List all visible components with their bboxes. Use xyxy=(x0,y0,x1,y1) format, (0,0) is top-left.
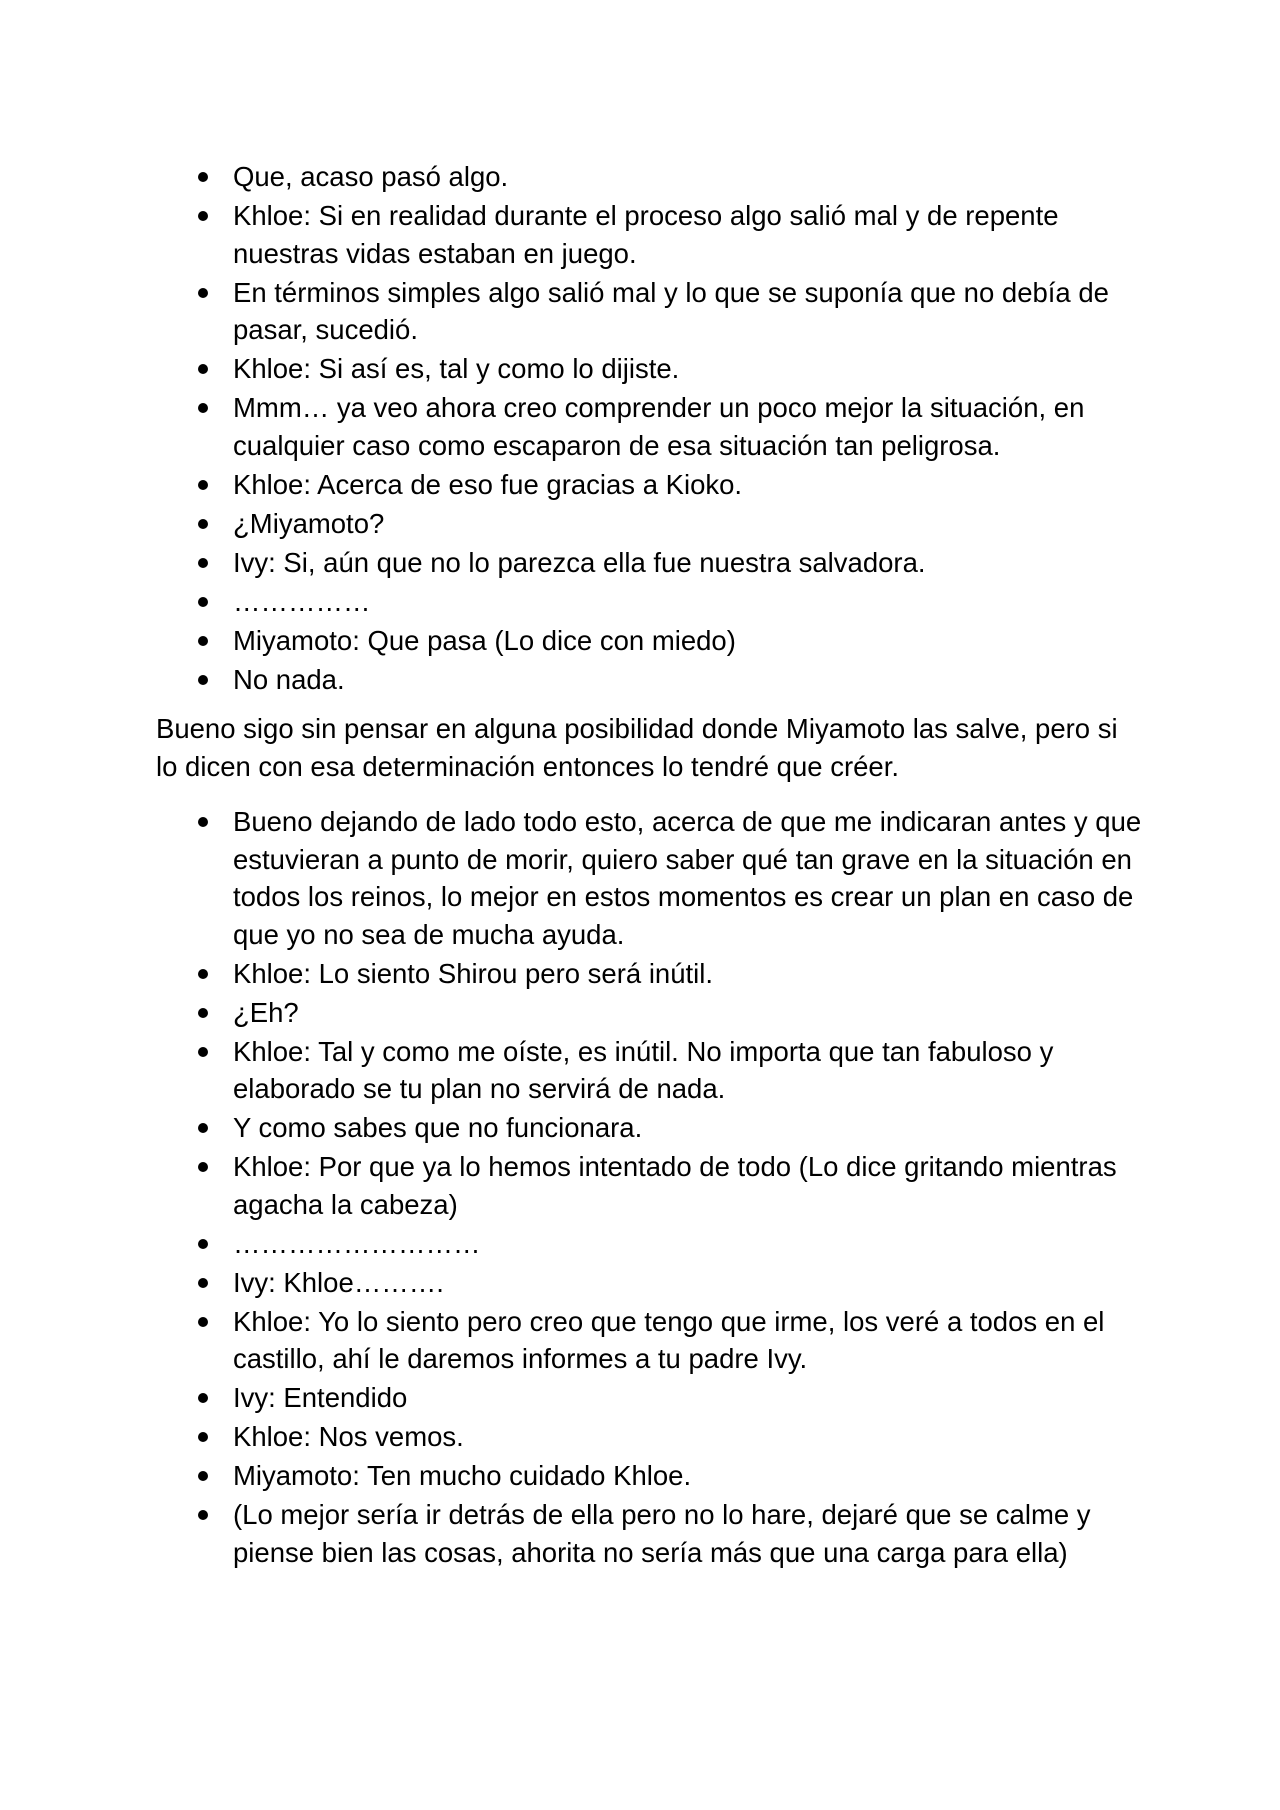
list-item xyxy=(156,350,1146,388)
document-page xyxy=(156,158,1146,1573)
bullet-icon xyxy=(198,1162,208,1172)
bullet-icon xyxy=(198,558,208,568)
bullet-icon xyxy=(198,1317,208,1327)
list-item-text: Bueno dejando de lado todo esto, acerca de que me indicaran antes y que estuvieran a punto de morir, quiero saber qué tan grave en la situación en todos los reinos, lo mejor en estos momentos es crear un plan en caso de que yo no sea de mucha ayuda. xyxy=(233,806,1142,950)
list-item-text: Khloe: Nos vemos. xyxy=(233,1421,464,1452)
list-item-text: Khloe: Lo siento Shirou pero será inútil. xyxy=(233,957,714,989)
bullet-icon xyxy=(198,1239,208,1249)
list-item-text: (Lo mejor sería ir detrás de ella pero no lo hare, dejaré que se calme y piense bien las cosas, ahorita no sería más que una carga para ella) xyxy=(233,1499,1091,1568)
list-item-text: Khloe: Yo lo siento pero creo que tengo que irme, los veré a todos en el castillo, ahí le daremos informes a tu padre Ivy. xyxy=(233,1305,1105,1374)
list-item-text: Mmm… ya veo ahora creo comprender un poco mejor la situación, en cualquier caso como escaparon de esa situación tan peligrosa. xyxy=(233,392,1085,461)
bullet-icon xyxy=(198,675,208,685)
list-item xyxy=(156,955,1146,993)
bullet-icon xyxy=(198,817,208,827)
list-item-text: Khloe: Acerca de eso fue gracias a Kioko. xyxy=(233,468,743,500)
dialogue-list-1 xyxy=(156,158,1146,698)
bullet-icon xyxy=(198,519,208,529)
list-item-text: Y como sabes que no funcionara. xyxy=(233,1112,643,1143)
list-item-text: No nada. xyxy=(233,663,345,695)
list-item xyxy=(156,1148,1146,1223)
list-item xyxy=(156,1303,1146,1378)
list-item xyxy=(156,1109,1146,1147)
list-item xyxy=(156,466,1146,504)
bullet-icon xyxy=(198,288,208,298)
list-item xyxy=(156,803,1146,953)
bullet-icon xyxy=(198,1047,208,1057)
list-item xyxy=(156,1264,1146,1302)
list-item-text: Khloe: Si en realidad durante el proceso algo salió mal y de repente nuestras vidas estaban en juego. xyxy=(233,200,1059,269)
list-item xyxy=(156,274,1146,349)
list-item xyxy=(156,1496,1146,1571)
list-item xyxy=(156,197,1146,272)
list-item-text: Ivy: Khloe………. xyxy=(233,1266,444,1298)
list-item-text: Miyamoto: Que pasa (Lo dice con miedo) xyxy=(233,624,736,656)
bullet-icon xyxy=(198,403,208,413)
list-item xyxy=(156,994,1146,1032)
bullet-icon xyxy=(198,1123,208,1133)
bullet-icon xyxy=(198,1471,208,1481)
list-item xyxy=(156,1033,1146,1108)
list-item-text: …………… xyxy=(233,585,371,617)
list-item xyxy=(156,583,1146,621)
bullet-icon xyxy=(198,364,208,374)
bullet-icon xyxy=(198,636,208,646)
bullet-icon xyxy=(198,1008,208,1018)
list-item-text: En términos simples algo salió mal y lo que se suponía que no debía de pasar, sucedió. xyxy=(233,276,1109,345)
list-item-text: Khloe: Por que ya lo hemos intentado de todo (Lo dice gritando mientras agacha la cabeza) xyxy=(233,1151,1117,1220)
list-item-text: ¿Miyamoto? xyxy=(233,507,385,539)
list-item xyxy=(156,622,1146,660)
list-item xyxy=(156,1418,1146,1456)
list-item-text: Khloe: Si así es, tal y como lo dijiste. xyxy=(233,353,680,384)
bullet-icon xyxy=(198,1432,208,1442)
dialogue-list-2 xyxy=(156,803,1146,1571)
bullet-icon xyxy=(198,1393,208,1403)
bullet-icon xyxy=(198,1278,208,1288)
list-item xyxy=(156,661,1146,699)
list-item xyxy=(156,1457,1146,1495)
list-item xyxy=(156,1225,1146,1263)
list-item xyxy=(156,505,1146,543)
list-item-text: ……………………… xyxy=(233,1227,481,1259)
list-item-text: Ivy: Si, aún que no lo parezca ella fue nuestra salvadora. xyxy=(233,546,926,578)
narration-paragraph: Bueno sigo sin pensar en alguna posibilidad donde Miyamoto las salve, pero si lo dicen con esa determinación entonces lo tendré que créer. xyxy=(156,713,1118,782)
list-item-text: ¿Eh? xyxy=(233,996,299,1028)
list-item xyxy=(156,158,1146,196)
list-item-text: Khloe: Tal y como me oíste, es inútil. No importa que tan fabuloso y elaborado se tu plan no servirá de nada. xyxy=(233,1035,1054,1104)
bullet-icon xyxy=(198,172,208,182)
bullet-icon xyxy=(198,480,208,490)
bullet-icon xyxy=(198,597,208,607)
list-item xyxy=(156,389,1146,464)
bullet-icon xyxy=(198,211,208,221)
list-item xyxy=(156,544,1146,582)
list-item xyxy=(156,1379,1146,1417)
bullet-icon xyxy=(198,969,208,979)
list-item-text: Ivy: Entendido xyxy=(233,1382,408,1413)
list-item-text: Que, acaso pasó algo. xyxy=(233,161,509,192)
list-item-text: Miyamoto: Ten mucho cuidado Khloe. xyxy=(233,1460,692,1491)
bullet-icon xyxy=(198,1510,208,1520)
